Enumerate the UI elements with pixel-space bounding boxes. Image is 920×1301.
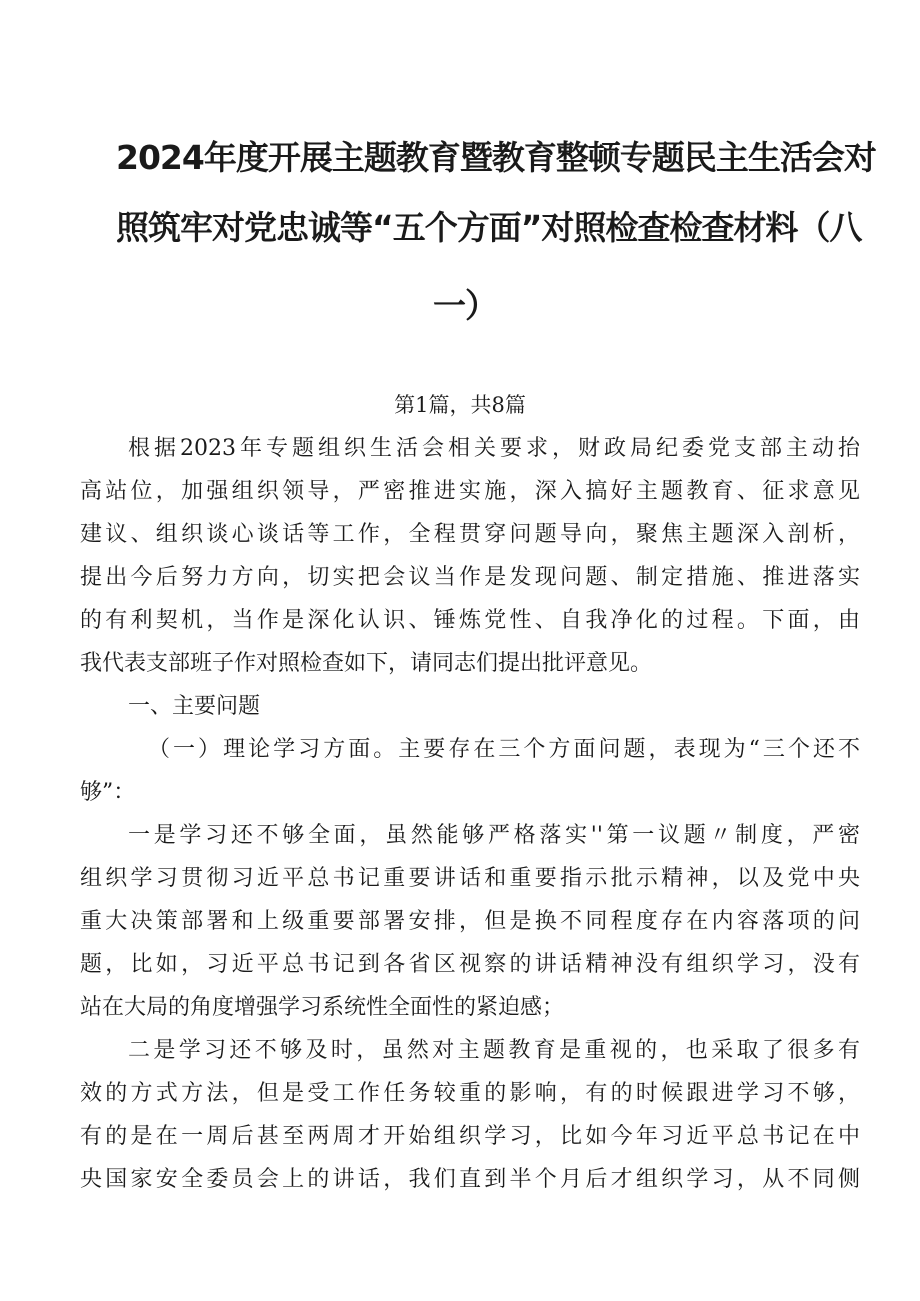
document-title-line-3: 一） xyxy=(433,286,497,325)
paragraph-line: 题，比如，习近平总书记到各省区视察的讲话精神没有组织学习，没有 xyxy=(80,952,860,977)
document-title-line-1: 2024年度开展主题教育暨教育整顿专题民主生活会对 xyxy=(116,138,876,177)
section-heading: 一、主要问题 xyxy=(128,694,261,719)
paragraph-line: 建议、组织谈心谈话等工作，全程贯穿问题导向，聚焦主题深入剖析， xyxy=(80,522,860,547)
paragraph-line: 根据2023年专题组织生活会相关要求，财政局纪委党支部主动抬 xyxy=(128,436,860,461)
paragraph-line: 有的是在一周后甚至两周才开始组织学习，比如今年习近平总书记在中 xyxy=(80,1124,860,1149)
paragraph-line: 央国家安全委员会上的讲话，我们直到半个月后才组织学习，从不同侧 xyxy=(80,1167,860,1192)
paragraph-line: （一）理论学习方面。主要存在三个方面问题，表现为“三个还不 xyxy=(148,737,860,762)
paragraph-line: 够”： xyxy=(80,780,136,805)
document-title-line-2: 照筑牢对党忠诚等“五个方面”对照检查检查材料（八 xyxy=(116,208,862,247)
paragraph-line: 二是学习还不够及时，虽然对主题教育是重视的，也采取了很多有 xyxy=(128,1038,860,1063)
paragraph-line: 效的方式方法，但是受工作任务较重的影响，有的时候跟进学习不够， xyxy=(80,1081,860,1106)
paragraph-line: 重大决策部署和上级重要部署安排，但是换不同程度存在内容落项的问 xyxy=(80,909,860,934)
paragraph-line: 组织学习贯彻习近平总书记重要讲话和重要指示批示精神，以及党中央 xyxy=(80,866,860,891)
paragraph-line: 高站位，加强组织领导，严密推进实施，深入搞好主题教育、征求意见 xyxy=(80,479,860,504)
paragraph-line: 的有利契机，当作是深化认识、锤炼党性、自我净化的过程。下面，由 xyxy=(80,608,860,633)
paragraph-line: 我代表支部班子作对照检查如下，请同志们提出批评意见。 xyxy=(80,651,653,676)
paragraph-line: 站在大局的角度增强学习系统性全面性的紧迫感； xyxy=(80,995,565,1020)
document-part-indicator: 第1篇，共8篇 xyxy=(394,393,526,417)
paragraph-line: 一是学习还不够全面，虽然能够严格落实''第一议题〃制度，严密 xyxy=(128,823,860,848)
paragraph-line: 提出今后努力方向，切实把会议当作是发现问题、制定措施、推进落实 xyxy=(80,565,860,590)
